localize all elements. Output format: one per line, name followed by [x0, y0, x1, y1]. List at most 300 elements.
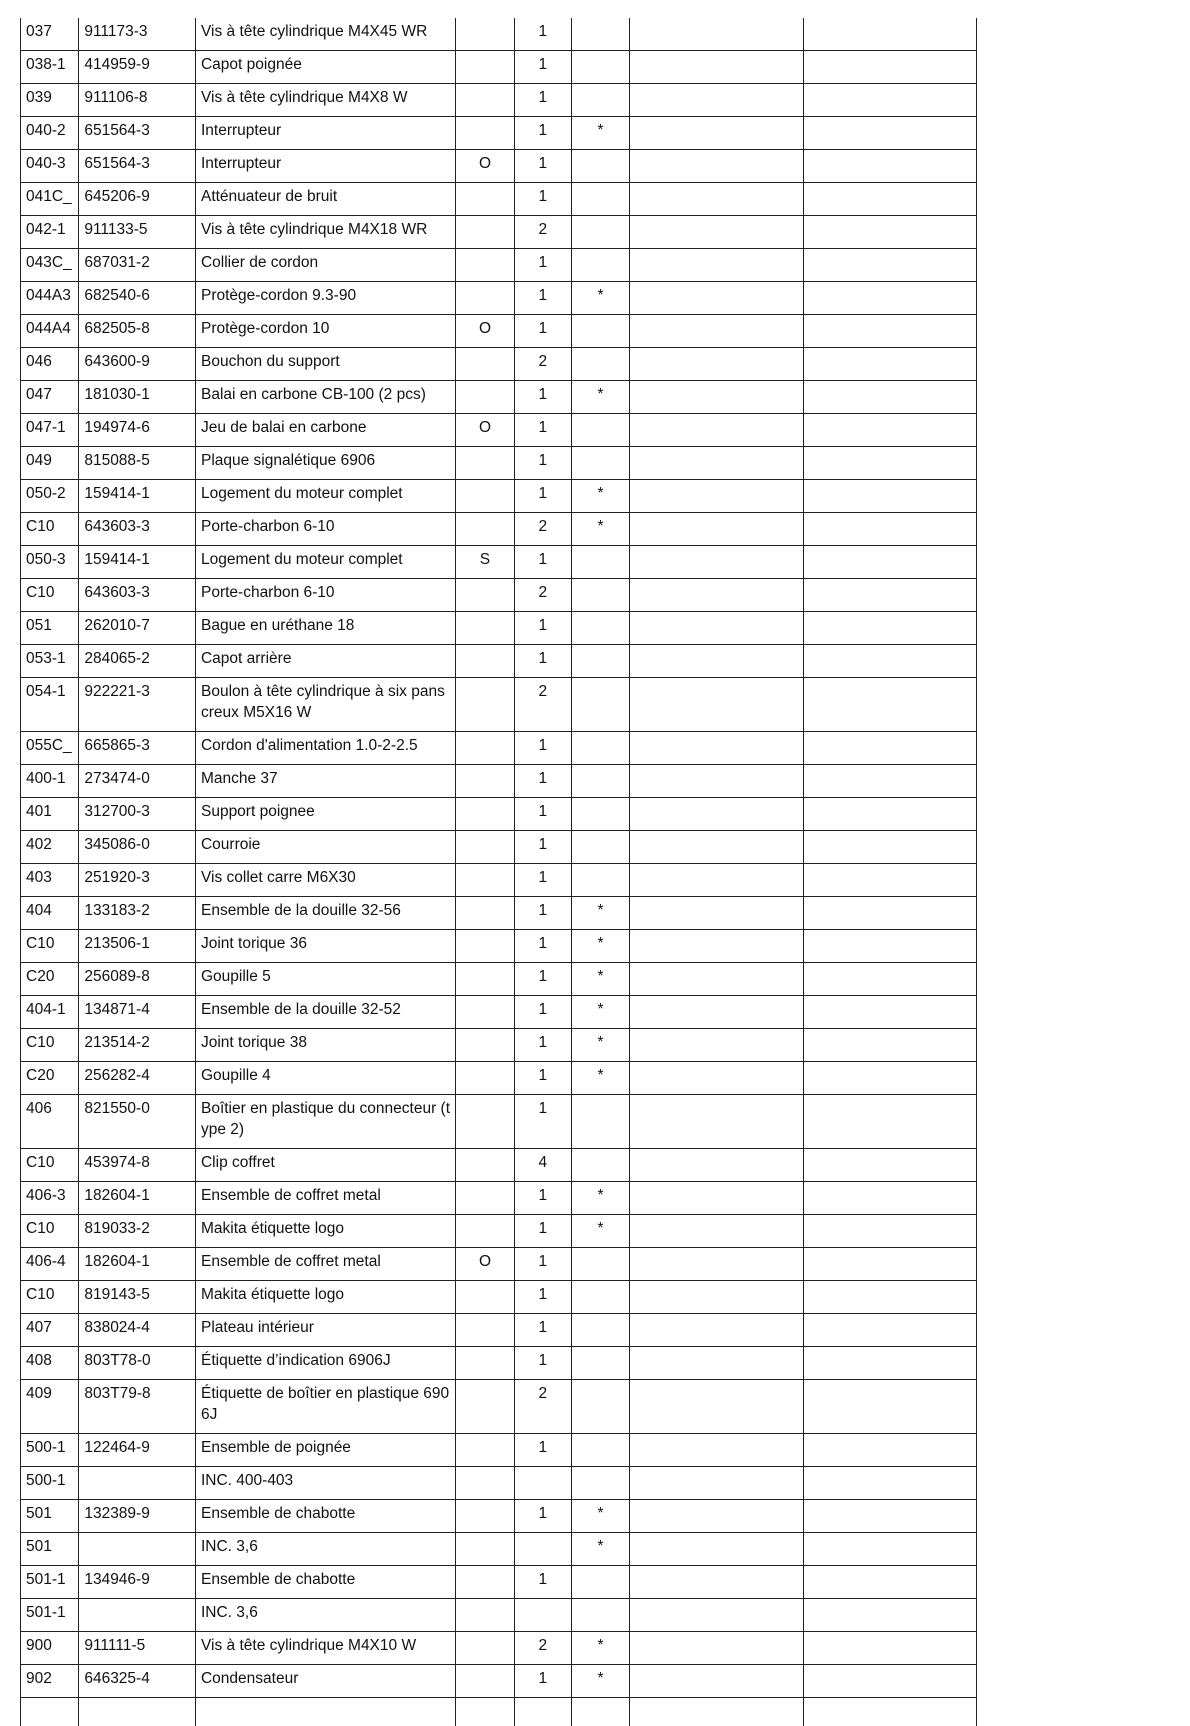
marker-cell: * — [571, 1029, 629, 1062]
description-cell: Condensateur — [195, 1665, 455, 1698]
variant-flag-cell — [456, 51, 514, 84]
variant-flag-cell — [456, 1533, 514, 1566]
description-cell: Support poignee — [195, 798, 455, 831]
blank-cell — [804, 1665, 977, 1698]
description-cell: Capot poignée — [195, 51, 455, 84]
variant-flag-cell — [456, 798, 514, 831]
variant-flag-cell — [456, 18, 514, 51]
blank-cell — [630, 447, 804, 480]
description-cell: Plaque signalétique 6906 — [195, 447, 455, 480]
table-row — [21, 84, 977, 117]
item-number-cell: 409 — [21, 1380, 79, 1434]
item-number-cell: 902 — [21, 1665, 79, 1698]
variant-flag-cell: O — [456, 150, 514, 183]
description-cell: Logement du moteur complet — [195, 546, 455, 579]
part-code-cell: 646325-4 — [79, 1665, 196, 1698]
item-number-cell: C10 — [21, 513, 79, 546]
item-number-cell: 038-1 — [21, 51, 79, 84]
blank-cell — [630, 1215, 804, 1248]
table-row — [21, 480, 977, 513]
blank-cell — [804, 1347, 977, 1380]
variant-flag-cell — [456, 216, 514, 249]
item-number-cell: 500-1 — [21, 1434, 79, 1467]
part-code-cell: 665865-3 — [79, 732, 196, 765]
variant-flag-cell: S — [456, 546, 514, 579]
marker-cell: * — [571, 1062, 629, 1095]
table-row — [21, 315, 977, 348]
description-cell: Courroie — [195, 831, 455, 864]
variant-flag-cell — [456, 765, 514, 798]
item-number-cell: 053-1 — [21, 645, 79, 678]
marker-cell — [571, 414, 629, 447]
blank-cell — [804, 1095, 977, 1149]
table-row — [21, 1347, 977, 1380]
item-number-cell: 501 — [21, 1533, 79, 1566]
variant-flag-cell — [456, 930, 514, 963]
table-row — [21, 732, 977, 765]
item-number-cell: 400-1 — [21, 765, 79, 798]
part-code-cell: 122464-9 — [79, 1434, 196, 1467]
table-row — [21, 381, 977, 414]
blank-cell — [630, 963, 804, 996]
part-code-cell: 651564-3 — [79, 117, 196, 150]
blank-cell — [804, 930, 977, 963]
marker-cell — [571, 1467, 629, 1500]
quantity-cell: 4 — [514, 1149, 571, 1182]
item-number-cell — [21, 1698, 79, 1726]
variant-flag-cell — [456, 1500, 514, 1533]
table-row — [21, 1029, 977, 1062]
item-number-cell: 037 — [21, 18, 79, 51]
blank-cell — [630, 480, 804, 513]
quantity-cell: 1 — [514, 414, 571, 447]
variant-flag-cell — [456, 447, 514, 480]
quantity-cell: 1 — [514, 1347, 571, 1380]
marker-cell — [571, 150, 629, 183]
marker-cell: * — [571, 282, 629, 315]
description-cell: Vis à tête cylindrique M4X45 WR — [195, 18, 455, 51]
description-cell: Capot arrière — [195, 645, 455, 678]
quantity-cell: 2 — [514, 513, 571, 546]
marker-cell — [571, 84, 629, 117]
variant-flag-cell — [456, 996, 514, 1029]
item-number-cell: 054-1 — [21, 678, 79, 732]
blank-cell — [804, 117, 977, 150]
marker-cell — [571, 1095, 629, 1149]
part-code-cell: 134871-4 — [79, 996, 196, 1029]
variant-flag-cell — [456, 1314, 514, 1347]
variant-flag-cell — [456, 1599, 514, 1632]
quantity-cell: 1 — [514, 930, 571, 963]
table-row — [21, 963, 977, 996]
blank-cell — [630, 1182, 804, 1215]
marker-cell — [571, 645, 629, 678]
description-cell: Joint torique 36 — [195, 930, 455, 963]
part-code-cell: 345086-0 — [79, 831, 196, 864]
variant-flag-cell — [456, 513, 514, 546]
blank-cell — [804, 678, 977, 732]
blank-cell — [630, 183, 804, 216]
part-code-cell: 132389-9 — [79, 1500, 196, 1533]
variant-flag-cell — [456, 612, 514, 645]
blank-cell — [630, 1467, 804, 1500]
variant-flag-cell — [456, 1665, 514, 1698]
marker-cell: * — [571, 1215, 629, 1248]
description-cell: Makita étiquette logo — [195, 1281, 455, 1314]
quantity-cell — [514, 1467, 571, 1500]
item-number-cell: 043C_ — [21, 249, 79, 282]
item-number-cell: 040-3 — [21, 150, 79, 183]
blank-cell — [804, 447, 977, 480]
description-cell: Balai en carbone CB-100 (2 pcs) — [195, 381, 455, 414]
blank-cell — [630, 414, 804, 447]
marker-cell — [571, 612, 629, 645]
item-number-cell: C20 — [21, 1062, 79, 1095]
variant-flag-cell — [456, 1215, 514, 1248]
description-cell: Étiquette de boîtier en plastique 6906J — [195, 1380, 455, 1434]
blank-cell — [804, 1500, 977, 1533]
blank-cell — [804, 513, 977, 546]
marker-cell — [571, 1566, 629, 1599]
blank-cell — [804, 645, 977, 678]
blank-cell — [630, 1434, 804, 1467]
description-cell: Vis à tête cylindrique M4X18 WR — [195, 216, 455, 249]
blank-cell — [630, 1314, 804, 1347]
table-row — [21, 798, 977, 831]
blank-cell — [804, 315, 977, 348]
part-code-cell: 682540-6 — [79, 282, 196, 315]
part-code-cell: 682505-8 — [79, 315, 196, 348]
quantity-cell: 1 — [514, 1062, 571, 1095]
quantity-cell: 1 — [514, 1029, 571, 1062]
description-cell: Ensemble de la douille 32-56 — [195, 897, 455, 930]
description-cell: Ensemble de coffret metal — [195, 1248, 455, 1281]
blank-cell — [804, 1149, 977, 1182]
blank-cell — [630, 1599, 804, 1632]
quantity-cell — [514, 1599, 571, 1632]
table-row — [21, 150, 977, 183]
blank-cell — [630, 117, 804, 150]
marker-cell: * — [571, 381, 629, 414]
table-row — [21, 414, 977, 447]
marker-cell — [571, 546, 629, 579]
blank-cell — [804, 765, 977, 798]
part-code-cell: 181030-1 — [79, 381, 196, 414]
item-number-cell: 406 — [21, 1095, 79, 1149]
item-number-cell: 402 — [21, 831, 79, 864]
part-code-cell: 453974-8 — [79, 1149, 196, 1182]
table-row — [21, 996, 977, 1029]
part-code-cell: 922221-3 — [79, 678, 196, 732]
variant-flag-cell: O — [456, 1248, 514, 1281]
parts-table — [20, 18, 977, 1726]
table-row — [21, 282, 977, 315]
variant-flag-cell — [456, 1467, 514, 1500]
variant-flag-cell — [456, 1380, 514, 1434]
marker-cell: * — [571, 1632, 629, 1665]
marker-cell — [571, 1347, 629, 1380]
item-number-cell: 501-1 — [21, 1566, 79, 1599]
item-number-cell: 408 — [21, 1347, 79, 1380]
table-row — [21, 897, 977, 930]
marker-cell — [571, 51, 629, 84]
quantity-cell: 1 — [514, 864, 571, 897]
quantity-cell: 1 — [514, 996, 571, 1029]
quantity-cell: 2 — [514, 348, 571, 381]
marker-cell: * — [571, 117, 629, 150]
description-cell — [195, 1698, 455, 1726]
part-code-cell: 213514-2 — [79, 1029, 196, 1062]
part-code-cell: 194974-6 — [79, 414, 196, 447]
table-row — [21, 612, 977, 645]
quantity-cell — [514, 1533, 571, 1566]
variant-flag-cell — [456, 645, 514, 678]
marker-cell — [571, 1149, 629, 1182]
description-cell: Ensemble de coffret metal — [195, 1182, 455, 1215]
blank-cell — [630, 18, 804, 51]
quantity-cell: 1 — [514, 1665, 571, 1698]
marker-cell — [571, 1698, 629, 1726]
marker-cell: * — [571, 1533, 629, 1566]
part-code-cell: 182604-1 — [79, 1182, 196, 1215]
variant-flag-cell — [456, 1095, 514, 1149]
blank-cell — [630, 1062, 804, 1095]
item-number-cell: 044A3 — [21, 282, 79, 315]
description-cell: Goupille 4 — [195, 1062, 455, 1095]
part-code-cell: 213506-1 — [79, 930, 196, 963]
item-number-cell: C10 — [21, 1281, 79, 1314]
blank-cell — [630, 798, 804, 831]
variant-flag-cell — [456, 1182, 514, 1215]
quantity-cell — [514, 1698, 571, 1726]
blank-cell — [630, 996, 804, 1029]
item-number-cell: C10 — [21, 1029, 79, 1062]
variant-flag-cell — [456, 480, 514, 513]
blank-cell — [804, 51, 977, 84]
variant-flag-cell — [456, 678, 514, 732]
quantity-cell: 1 — [514, 480, 571, 513]
item-number-cell: 404 — [21, 897, 79, 930]
part-code-cell: 134946-9 — [79, 1566, 196, 1599]
item-number-cell: 055C_ — [21, 732, 79, 765]
blank-cell — [630, 1500, 804, 1533]
part-code-cell: 911106-8 — [79, 84, 196, 117]
quantity-cell: 1 — [514, 18, 571, 51]
variant-flag-cell — [456, 282, 514, 315]
blank-cell — [630, 1632, 804, 1665]
quantity-cell: 1 — [514, 1248, 571, 1281]
blank-cell — [804, 1215, 977, 1248]
marker-cell — [571, 1380, 629, 1434]
marker-cell — [571, 798, 629, 831]
blank-cell — [630, 546, 804, 579]
item-number-cell: 050-3 — [21, 546, 79, 579]
blank-cell — [630, 1347, 804, 1380]
item-number-cell: 040-2 — [21, 117, 79, 150]
blank-cell — [630, 612, 804, 645]
description-cell: Joint torique 38 — [195, 1029, 455, 1062]
blank-cell — [804, 996, 977, 1029]
table-row — [21, 1062, 977, 1095]
variant-flag-cell — [456, 579, 514, 612]
part-code-cell: 284065-2 — [79, 645, 196, 678]
description-cell: Clip coffret — [195, 1149, 455, 1182]
quantity-cell: 1 — [514, 315, 571, 348]
table-row — [21, 1533, 977, 1566]
item-number-cell: 407 — [21, 1314, 79, 1347]
variant-flag-cell — [456, 1434, 514, 1467]
description-cell: Interrupteur — [195, 150, 455, 183]
item-number-cell: C20 — [21, 963, 79, 996]
marker-cell — [571, 249, 629, 282]
item-number-cell: C10 — [21, 1149, 79, 1182]
table-row — [21, 1599, 977, 1632]
blank-cell — [804, 1248, 977, 1281]
table-row — [21, 1215, 977, 1248]
item-number-cell: 406-3 — [21, 1182, 79, 1215]
quantity-cell: 1 — [514, 546, 571, 579]
part-code-cell: 803T78-0 — [79, 1347, 196, 1380]
parts-table-body — [21, 18, 977, 1726]
part-code-cell: 643603-3 — [79, 579, 196, 612]
variant-flag-cell — [456, 897, 514, 930]
marker-cell: * — [571, 1500, 629, 1533]
description-cell: Manche 37 — [195, 765, 455, 798]
part-code-cell: 312700-3 — [79, 798, 196, 831]
description-cell: Bague en uréthane 18 — [195, 612, 455, 645]
blank-cell — [630, 51, 804, 84]
blank-cell — [804, 1314, 977, 1347]
blank-cell — [630, 1533, 804, 1566]
blank-cell — [804, 84, 977, 117]
blank-cell — [630, 1149, 804, 1182]
table-row — [21, 513, 977, 546]
part-code-cell: 815088-5 — [79, 447, 196, 480]
part-code-cell: 159414-1 — [79, 546, 196, 579]
marker-cell: * — [571, 1665, 629, 1698]
blank-cell — [630, 732, 804, 765]
table-row — [21, 1182, 977, 1215]
blank-cell — [804, 1380, 977, 1434]
blank-cell — [630, 216, 804, 249]
blank-cell — [630, 678, 804, 732]
blank-cell — [804, 1533, 977, 1566]
quantity-cell: 2 — [514, 678, 571, 732]
blank-cell — [630, 897, 804, 930]
quantity-cell: 1 — [514, 645, 571, 678]
item-number-cell: 047-1 — [21, 414, 79, 447]
part-code-cell: 133183-2 — [79, 897, 196, 930]
variant-flag-cell — [456, 864, 514, 897]
part-code-cell: 262010-7 — [79, 612, 196, 645]
part-code-cell: 911173-3 — [79, 18, 196, 51]
part-code-cell: 273474-0 — [79, 765, 196, 798]
item-number-cell: C10 — [21, 1215, 79, 1248]
description-cell: Ensemble de chabotte — [195, 1500, 455, 1533]
variant-flag-cell: O — [456, 315, 514, 348]
item-number-cell: 900 — [21, 1632, 79, 1665]
description-cell: Logement du moteur complet — [195, 480, 455, 513]
marker-cell — [571, 216, 629, 249]
blank-cell — [630, 282, 804, 315]
table-row — [21, 1314, 977, 1347]
table-row — [21, 183, 977, 216]
blank-cell — [804, 150, 977, 183]
marker-cell — [571, 447, 629, 480]
blank-cell — [630, 1095, 804, 1149]
variant-flag-cell — [456, 183, 514, 216]
description-cell: Atténuateur de bruit — [195, 183, 455, 216]
table-row — [21, 1500, 977, 1533]
table-row — [21, 249, 977, 282]
part-code-cell: 838024-4 — [79, 1314, 196, 1347]
part-code-cell: 251920-3 — [79, 864, 196, 897]
blank-cell — [804, 1467, 977, 1500]
item-number-cell: C10 — [21, 930, 79, 963]
quantity-cell: 1 — [514, 1566, 571, 1599]
marker-cell — [571, 1434, 629, 1467]
description-cell: Porte-charbon 6-10 — [195, 579, 455, 612]
part-code-cell: 819143-5 — [79, 1281, 196, 1314]
part-code-cell: 645206-9 — [79, 183, 196, 216]
marker-cell — [571, 864, 629, 897]
quantity-cell: 2 — [514, 216, 571, 249]
part-code-cell: 643603-3 — [79, 513, 196, 546]
variant-flag-cell — [456, 1566, 514, 1599]
blank-cell — [804, 282, 977, 315]
blank-cell — [630, 381, 804, 414]
description-cell: Boîtier en plastique du connecteur (type 2) — [195, 1095, 455, 1149]
table-row — [21, 51, 977, 84]
item-number-cell: 050-2 — [21, 480, 79, 513]
marker-cell — [571, 1599, 629, 1632]
blank-cell — [630, 930, 804, 963]
quantity-cell: 1 — [514, 612, 571, 645]
variant-flag-cell — [456, 1281, 514, 1314]
blank-cell — [630, 831, 804, 864]
table-row — [21, 348, 977, 381]
part-code-cell: 911133-5 — [79, 216, 196, 249]
marker-cell — [571, 1248, 629, 1281]
table-row — [21, 930, 977, 963]
table-row — [21, 678, 977, 732]
table-row — [21, 1149, 977, 1182]
table-row — [21, 1095, 977, 1149]
blank-cell — [630, 150, 804, 183]
variant-flag-cell — [456, 1062, 514, 1095]
blank-cell — [804, 546, 977, 579]
marker-cell: * — [571, 963, 629, 996]
part-code-cell: 256282-4 — [79, 1062, 196, 1095]
item-number-cell: 404-1 — [21, 996, 79, 1029]
variant-flag-cell — [456, 963, 514, 996]
item-number-cell: 501 — [21, 1500, 79, 1533]
table-row — [21, 1434, 977, 1467]
variant-flag-cell — [456, 1029, 514, 1062]
part-code-cell: 182604-1 — [79, 1248, 196, 1281]
blank-cell — [804, 1182, 977, 1215]
marker-cell — [571, 348, 629, 381]
blank-cell — [804, 348, 977, 381]
quantity-cell: 1 — [514, 84, 571, 117]
blank-cell — [804, 480, 977, 513]
blank-cell — [804, 381, 977, 414]
item-number-cell: 049 — [21, 447, 79, 480]
variant-flag-cell — [456, 1347, 514, 1380]
blank-cell — [630, 1380, 804, 1434]
blank-cell — [630, 84, 804, 117]
table-row — [21, 1566, 977, 1599]
